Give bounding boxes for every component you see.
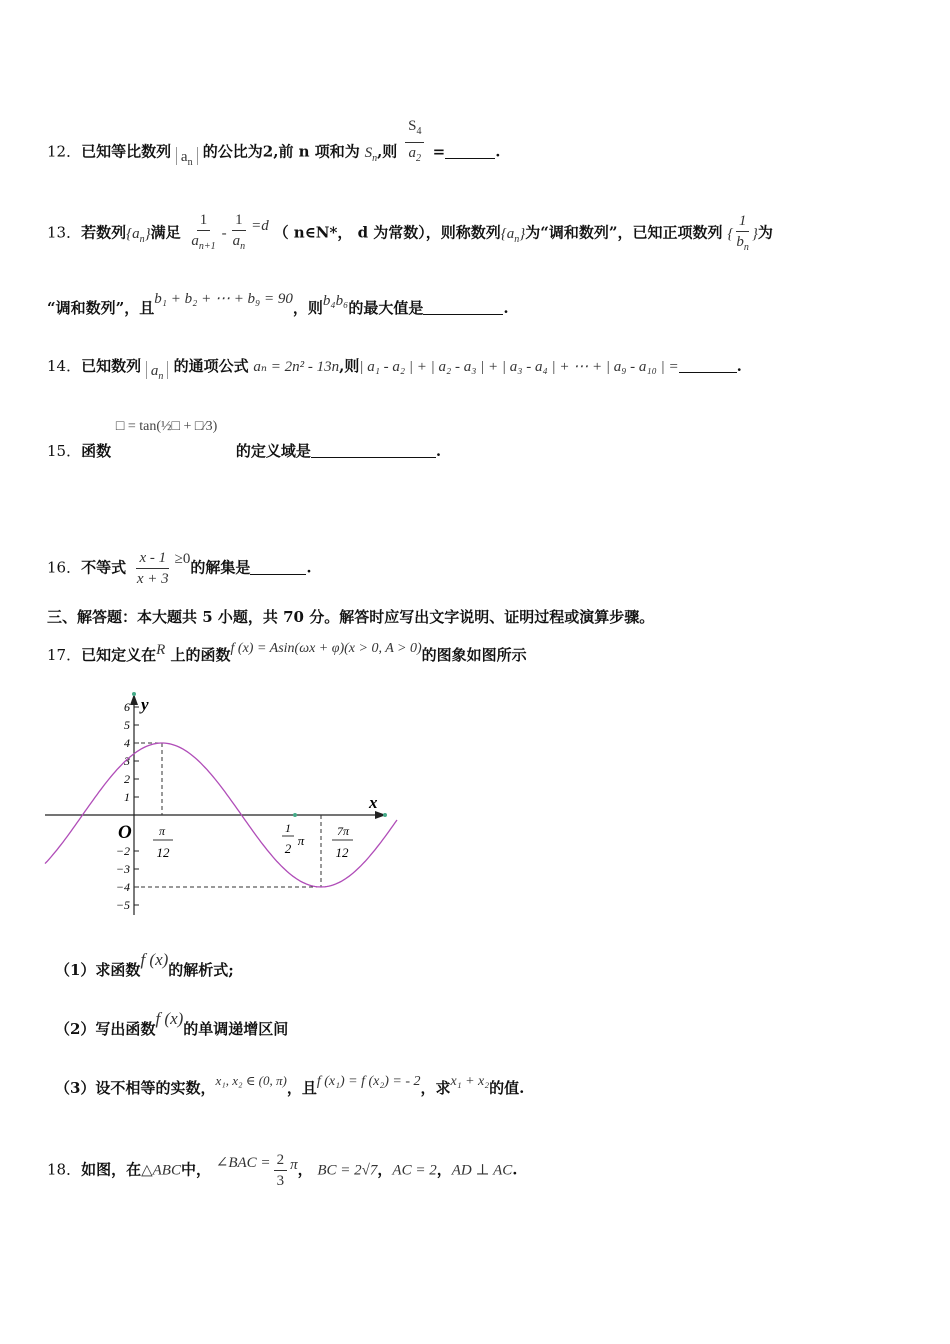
section-3-heading: 三、解答题：本大题共 5 小题，共 70 分。解答时应写出文字说明、证明过程或演算步骤。 <box>47 608 655 626</box>
svg-text:7π: 7π <box>336 824 350 838</box>
q13-answer-blank[interactable] <box>423 300 503 315</box>
q17-part-3: （3）设不相等的实数，x₁, x₂ ∈ (0, π)，且f (x₁) = f (x₂) = - 2，求x₁ + x₂的值. <box>55 1073 525 1097</box>
q15-text-1: 函数 <box>81 442 112 460</box>
q12-text-2: 的公比为2,前 n 项和为 <box>197 142 360 161</box>
q17-part-1-text: （1）求函数 <box>55 961 141 979</box>
y-tick-label: 3 <box>124 754 130 768</box>
q17-part-3-text: （3）设不相等的实数， <box>55 1079 216 1097</box>
svg-text:1: 1 <box>285 821 291 835</box>
q18-triangle: △ABC <box>141 1162 181 1179</box>
q13-text-3: 为“调和数列”，已知正项数列 <box>525 223 723 242</box>
q14-answer-blank[interactable] <box>679 358 737 373</box>
q13-number: 13． <box>47 223 82 242</box>
y-tick-label: −3 <box>115 862 130 876</box>
y-ticks <box>116 700 139 912</box>
q18-angle-frac: $\frac{2}{3}$ <box>274 1150 288 1191</box>
y-tick-label: 5 <box>124 718 130 732</box>
question-13: 13．若数列$\{a_n\}$满足 $\frac{1}{a_{n+1}}$ - $\frac{1}{a_n}$ =d （ n∈N*， d 为常数），则称数列$\{a_n\}$为“调和数列”，已知正项数列 { $\frac{1}{b_n}$ }为 <box>47 210 773 258</box>
q18-ac: AC = 2 <box>392 1162 437 1179</box>
q13-text-1: 若数列 <box>81 223 127 242</box>
q15-answer-blank[interactable] <box>311 443 436 458</box>
q12-answer-blank[interactable] <box>445 144 495 159</box>
q12-sn: $S_n$ <box>364 144 378 164</box>
q16-text-2: 的解集是 <box>190 558 251 577</box>
q16-relation: ≥0 <box>174 550 191 567</box>
y-tick-label: −5 <box>115 898 130 912</box>
q14-text-3: ,则 <box>339 357 360 375</box>
q12-fraction: $\frac{S_4}{a_2}$ <box>405 116 424 169</box>
q14-text-2: 的通项公式 <box>168 357 249 375</box>
q14-expression: | a₁ - a₂ | + | a₂ - a₃ | + | a₃ - a₄ | + ⋯ + | a₉ - a₁₀ | = <box>359 359 679 375</box>
q17-part-2-fx: f (x) <box>155 1009 184 1028</box>
q16-answer-blank[interactable] <box>250 560 306 575</box>
q17-part-1 <box>55 950 234 980</box>
q18-text-1: 如图，在 <box>81 1160 142 1179</box>
q12-eq: = <box>427 142 446 161</box>
question-18: 18．如图，在△ABC中， ∠BAC = $\frac{2}{3}$ π， BC = 2√7，AC = 2，AD ⊥ AC. <box>47 1152 518 1189</box>
svg-text:12: 12 <box>156 845 170 860</box>
question-17 <box>47 641 527 667</box>
x-tick-half-pi <box>282 821 305 856</box>
q12-text-1: 已知等比数列 <box>81 142 172 161</box>
origin-label: O <box>118 822 132 843</box>
q18-bc: BC = 2√7 <box>317 1162 378 1179</box>
q13-condition: （ n∈N*， d 为常数），则称数列 <box>273 223 501 242</box>
q16-text-1: 不等式 <box>81 558 127 577</box>
question-16: 16．不等式 $\frac{x - 1}{x + 3}$ ≥0的解集是 . <box>47 550 312 587</box>
q12-text-3: ,则 <box>377 142 398 161</box>
q13-seq-a2: $\{a_n\}$ <box>500 225 526 245</box>
q17-text-1: 已知定义在 <box>81 646 157 664</box>
y-tick-label: −4 <box>115 880 130 894</box>
q17-part-3-cond2: f (x₁) = f (x₂) = - 2 <box>316 1074 421 1089</box>
q17-number: 17． <box>47 646 82 664</box>
question-14: 14．已知数列 $a_n$ 的通项公式 aₙ = 2n² - 13n,则| a₁ - a₂ | + | a₂ - a₃ | + | a₃ - a₄ | + ⋯ + | a₉ - a₁₀ | = . <box>47 357 742 382</box>
q13-seq-b: { $\frac{1}{b_n}$ } <box>727 212 758 253</box>
q16-number: 16． <box>47 558 82 577</box>
function-graph <box>40 690 400 920</box>
q18-angle: ∠BAC = <box>215 1154 271 1171</box>
q17-text-3: 的图象如图所示 <box>421 646 527 664</box>
q14-text-1: 已知数列 <box>81 357 142 375</box>
q13-seq-a: $\{a_n\}$ <box>126 225 151 245</box>
svg-text:12: 12 <box>335 845 349 860</box>
q14-number: 14． <box>47 357 82 375</box>
question-13-line-2: “调和数列”，且b₁ + b₂ + ⋯ + b₉ = 90，则b₄b₆的最大值是 . <box>47 291 509 317</box>
y-tick-label: 4 <box>124 736 130 750</box>
x-tick-pi-12 <box>153 824 173 860</box>
q16-fraction: $\frac{x - 1}{x + 3}$ <box>136 550 169 587</box>
y-tick-label: −2 <box>115 844 130 858</box>
q13-text-6: ，则 <box>292 299 323 317</box>
q17-part-3-sum: x₁ + x₂ <box>450 1074 490 1089</box>
q14-sequence: $a_n$ <box>146 361 169 379</box>
q17-part-3-cond1: x₁, x₂ ∈ (0, π) <box>215 1073 287 1088</box>
q12-number: 12． <box>47 142 82 161</box>
q17-part-2-text: （2）写出函数 <box>55 1020 156 1038</box>
svg-text:π: π <box>297 833 305 848</box>
q13-text-2: 满足 <box>150 223 181 242</box>
q15-text-2: 的定义域是 <box>235 442 311 460</box>
q13-text-4: 为 <box>757 223 773 242</box>
svg-text:π: π <box>158 824 166 838</box>
q15-formula: □ = tan(½□ + □⁄3) <box>115 419 218 434</box>
q17-part-1-fx: f (x) <box>140 950 169 969</box>
q13-text-5: “调和数列”，且 <box>47 299 155 317</box>
q13-product: b₄b₆ <box>322 293 349 309</box>
q17-part-2-end: 的单调递增区间 <box>183 1020 289 1038</box>
q12-sequence: $a_n$ <box>176 147 198 165</box>
q17-formula: f (x) = Asin(ωx + φ)(x > 0, A > 0) <box>230 641 422 656</box>
q13-frac-2: $\frac{1}{a_n}$ <box>232 212 246 252</box>
q15-number: 15． <box>47 442 82 460</box>
q13-sum: b₁ + b₂ + ⋯ + b₉ = 90 <box>154 291 293 307</box>
q18-ad: AD ⊥ AC <box>451 1162 513 1179</box>
q18-number: 18． <box>47 1160 82 1179</box>
question-15: 15．函数 □ = tan(½□ + □⁄3)的定义域是 . <box>47 419 442 460</box>
q17-text-2: 上的函数 <box>165 646 231 664</box>
q17-R: R <box>156 642 166 658</box>
y-tick-label: 2 <box>124 772 130 786</box>
x-axis-label: x <box>369 793 378 812</box>
y-tick-label: 1 <box>124 790 130 804</box>
q13-frac-1: $\frac{1}{a_{n+1}}$ <box>191 212 216 252</box>
question-12: 12．已知等比数列 $a_n$ 的公比为2,前 n 项和为 $S_n$,则 $\frac{S_4}{a_2}$ = . <box>47 118 501 168</box>
q14-formula: aₙ = 2n² - 13n <box>253 359 340 375</box>
q17-part-2 <box>55 1009 289 1039</box>
y-axis-label: y <box>141 695 149 714</box>
q17-part-1-end: 的解析式; <box>168 961 234 979</box>
y-tick-label: 6 <box>124 700 130 714</box>
q18-text-2: 中， <box>180 1160 211 1179</box>
svg-text:2: 2 <box>284 841 292 856</box>
x-tick-7pi-12 <box>332 824 353 860</box>
q13-text-7: 的最大值是 <box>348 299 424 317</box>
